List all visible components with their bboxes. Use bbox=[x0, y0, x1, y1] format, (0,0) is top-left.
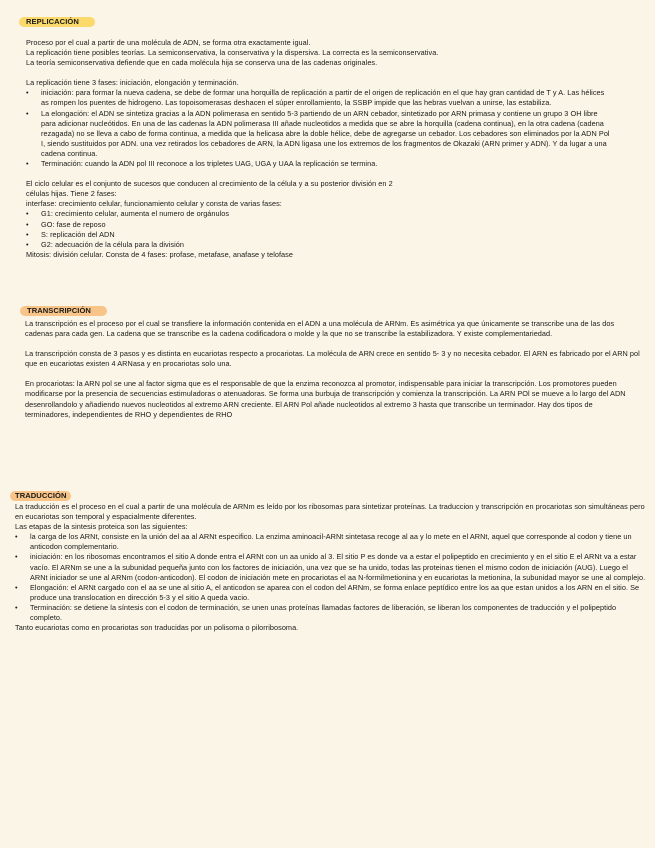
transcripcion-paragraph-1: La transcripción es el proceso por el cual se transfiere la información contenida en el ADN a una molécula de ARNm. Es asimétrica ya que únicamente se transcribe una de las dos cadenas para cada gen. La cadena que se transcribe es la cadena codificadora o molde y la que no se transcribe la estabilizadora. Y existe complementariedad. bbox=[25, 319, 615, 339]
list-item: • G1: crecimiento celular, aumenta el numero de orgánulos bbox=[26, 209, 619, 219]
heading-replicacion: REPLICACIÓN bbox=[19, 17, 95, 27]
list-item: • la carga de los ARNt, consiste en la unión del aa al ARNt especifico. La enzima aminoacil-ARNt sintetasa recoge al aa y lo mete en el ARNt, aquel que corresponde al codon y tiene un anticodon complementario. bbox=[15, 532, 646, 552]
replicacion-intro-2: La replicación tiene posibles teorías. La semiconservativa, la conservativa y la dispersiva. La correcta es la semiconservativa. bbox=[26, 48, 439, 58]
mitosis-text: Mitosis: división celular. Consta de 4 fases: profase, metafase, anafase y telofase bbox=[26, 249, 293, 259]
traduccion-intro-1: La traducción es el proceso en el cual a partir de una molécula de ARNm es leído por los ribosomas para sintetizar proteínas. La traduccion y transcripción en procariotas son simultáneas pero en eucariotas son temporal y espacialmente diferentes. bbox=[15, 502, 645, 522]
transcripcion-paragraph-3: En procariotas: la ARN pol se une al factor sigma que es el responsable de que la enzima reconozca al promotor, indispensable para iniciar la transcripción. Los promotores pueden modificarse por la presencia de secuencias estimuladoras o atenuadoras. Se forma una burbuja de transcripción y comienza la transcripción. La ARN POl se mueve a lo largo del ADN desenrollandolo y añadiendo nuevos nucleotidos al extremo ARN creciente. El ARN Pol añade nucleotidos al extremo 3 hasta que transcribe un terminador. Hay dos tipos de terminadores, independientes de RHO y dependientes de RHO bbox=[25, 379, 626, 419]
ciclo-intro-2: células hijas. Tiene 2 fases: bbox=[26, 189, 117, 199]
list-item: • G2: adecuación de la célula para la división bbox=[26, 240, 619, 250]
list-item: • iniciación: para formar la nueva cadena, se debe de formar una horquilla de replicación a partir de el origen de replicación en el que hay gran cantidad de T y A. Las hélices as rompen los puentes de hidrogeno. Las topoisomerasas deshacen el súper enrollamiento, la SSBP impide que las hebras vuelvan a unirse, las estabiliza. bbox=[26, 88, 614, 108]
ciclo-intro-1: El ciclo celular es el conjunto de sucesos que conducen al crecimiento de la célula y a su posterior división en 2 bbox=[26, 179, 393, 189]
list-item: • Terminación: cuando la ADN pol III reconoce a los tripletes UAG, UGA y UAA la replicación se termina. bbox=[26, 159, 614, 169]
list-item: • Elongación: el ARNt cargado con el aa se une al sitio A, el anticodon se aparea con el codon del ARNm, se forma enlace peptídico entre los aa que estan unidos a los ARN en el sitio. Se produce una translocation en dirección 5-3 y el sitio A queda vacio. bbox=[15, 583, 646, 603]
replicacion-intro-1: Proceso por el cual a partir de una molécula de ADN, se forma otra exactamente igual. bbox=[26, 38, 311, 47]
list-item: • S: replicación del ADN bbox=[26, 230, 619, 240]
heading-transcripcion: TRANSCRIPCIÓN bbox=[20, 306, 107, 316]
replicacion-body bbox=[19, 38, 619, 260]
traduccion-cierre: Tanto eucariotas como en procariotas son traducidas por un polisoma o pilorribosoma. bbox=[15, 623, 299, 633]
list-item: • Terminación: se detiene la síntesis con el codon de terminación, se unen unas proteínas llamadas factores de liberación, se liberan los componentes de traducción y el polipeptido completo. bbox=[15, 603, 646, 623]
traduccion-intro-2: Las etapas de la sintesis proteica son las siguientes: bbox=[15, 522, 188, 532]
traduccion-body bbox=[10, 502, 646, 633]
section-replicacion bbox=[19, 17, 619, 260]
replicacion-fases-list bbox=[26, 88, 614, 169]
section-transcripcion bbox=[20, 306, 640, 420]
list-item: • GO: fase de reposo bbox=[26, 220, 619, 230]
transcripcion-body bbox=[20, 319, 640, 420]
replicacion-fases-intro: La replicación tiene 3 fases: iniciación, elongación y terminación. bbox=[26, 78, 239, 88]
heading-traduccion: TRADUCCIÓN bbox=[10, 491, 71, 501]
list-item: • iniciación: en los ribosomas encontramos el sitio A donde entra el ARNt con un aa unido al 3. El sitio P es donde va a estar el polipeptido en crecimiento y en el sitio E el ARNt va a estar vacío. El ARNm se une a la subunidad pequeña junto con los factores de iniciación, una vez que se ha unido, todas las proteinas tienen el mismo codon de iniciación (AUG). Luego el ARNt iniciador se une al ARNm (codon-anticodon). El codon de iniciación mete en procariotas el aa N-formilmetionina y en eucariotas la metionina, la subunidad mayor se une al complejo. bbox=[15, 552, 646, 582]
replicacion-intro-3: La teoría semiconservativa defiende que en cada molécula hija se conserva una de las cadenas originales. bbox=[26, 58, 378, 68]
list-item: • La elongación: el ADN se sintetiza gracias a la ADN polimerasa en sentido 5-3 partiendo de un ARN cebador, sintetizado por ARN primasa y contiene un grupo 3 OH libre para adicionar nucleótidos. En una de las cadenas la ADN polimerasa III añade nucleotidos a medida que se abre la horquilla (cadena continua), en la otra cadena (cadena rezagada) no se lleva a cabo de forma continua, a medida que la helicasa abre la doble hélice, debe de agregarse un cebador. Los cebadores son eliminados por la ADN Pol I, siendo sustituidos por ADN. una vez retirados los cebadores de ARN, la ADN ligasa une los extremos de los fragmentos de Okazaki (ARN primer y ADN). Y da lugar a una cadena continua. bbox=[26, 109, 614, 159]
ciclo-intro-3: interfase: crecimiento celular, funcionamiento celular y consta de varias fases: bbox=[26, 199, 282, 209]
transcripcion-paragraph-2: La transcripción consta de 3 pasos y es distinta en eucariotas respecto a procariotas. La molécula de ARN crece en sentido 5- 3 y no necesita cebador. El ARN es fabricado por el ARN pol que en eucariotas existen 4 ARNasa y en procariotas solo una. bbox=[25, 349, 640, 369]
traduccion-etapas-list bbox=[15, 532, 646, 623]
interfase-list bbox=[26, 209, 619, 249]
section-traduccion bbox=[10, 491, 646, 633]
